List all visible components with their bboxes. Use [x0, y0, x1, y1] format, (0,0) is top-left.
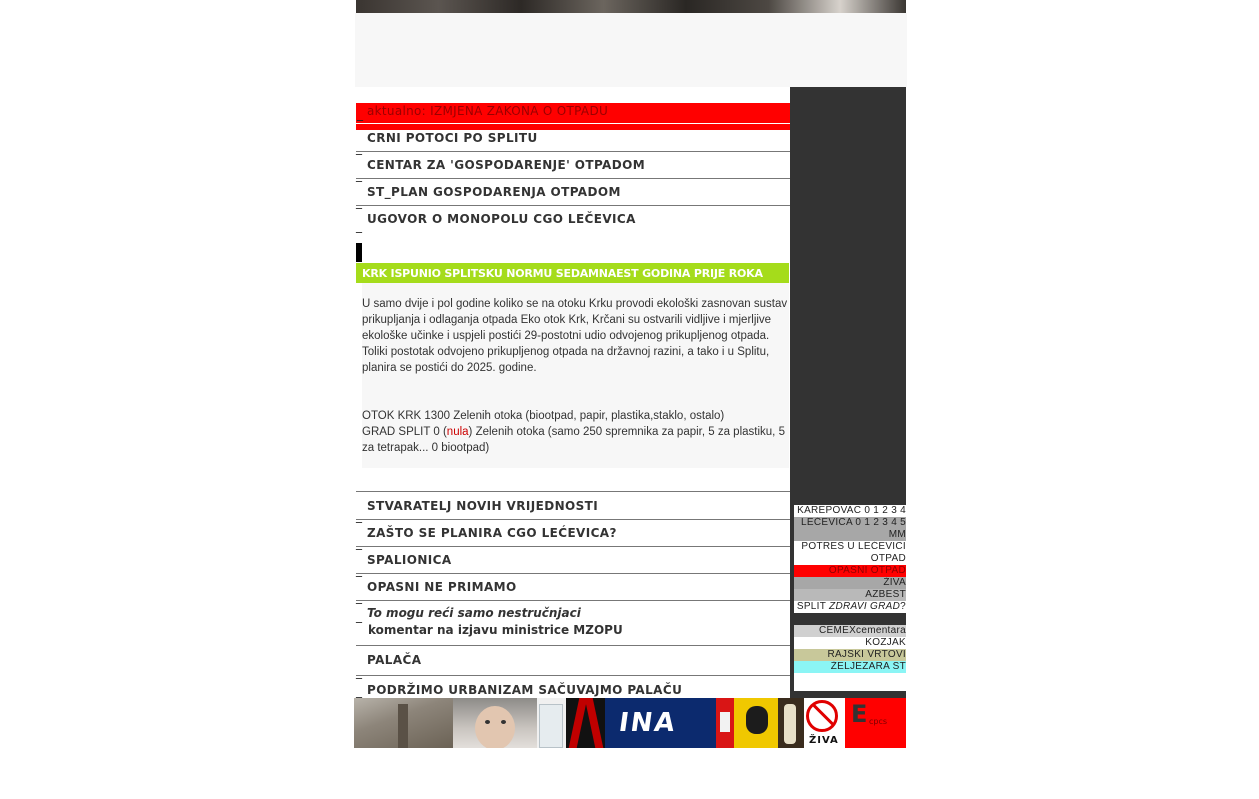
nav-item-nestrucnjaci[interactable]: [356, 601, 790, 646]
nav-item-centar[interactable]: [356, 152, 790, 182]
news-stats-nula: nula: [446, 426, 469, 438]
side-link-lecevica[interactable]: LEĆEVICA 0 1 2 3 4 5: [794, 517, 906, 529]
nav-item-urbanizam[interactable]: [356, 676, 790, 698]
nav-item-spalionica[interactable]: [356, 547, 790, 577]
nav-dash: _: [356, 141, 362, 155]
nav-dash: _: [356, 590, 362, 604]
baby-face-shape: [475, 706, 515, 748]
bottom-thumbnail-strip: [354, 698, 906, 748]
thumb-package[interactable]: [537, 698, 566, 748]
package-shape: [539, 704, 563, 748]
bulb-glow: [784, 704, 796, 744]
side-link-potres[interactable]: POTRES U LEĆEVICI: [794, 541, 906, 553]
side-link-split-zdravi-grad[interactable]: [794, 601, 906, 613]
side-link-ziva[interactable]: ŽIVA: [794, 577, 906, 589]
nav-dash: _: [356, 219, 362, 233]
baby-eye: [485, 720, 490, 724]
side-link-zeljezara[interactable]: ŽELJEZARA ST: [794, 661, 906, 673]
aktualno-dash: _: [357, 107, 363, 121]
news-stats-split-a: GRAD SPLIT 0 (: [362, 426, 447, 438]
news-body: [362, 283, 789, 468]
side-link-kozjak[interactable]: KOZJAK: [794, 637, 906, 649]
nav-label: CRNI POTOCI PO SPLITU: [367, 131, 538, 145]
side-link-karepovac[interactable]: KAREPOVAC 0 1 2 3 4: [794, 505, 906, 517]
thumb-red-stripes[interactable]: [566, 698, 605, 748]
nav-dash: _: [356, 195, 362, 209]
nav-item-zasto[interactable]: [356, 520, 790, 550]
aktualno-link[interactable]: [356, 103, 790, 130]
nav-label: OPASNI NE PRIMAMO: [367, 580, 517, 594]
section-marker: [356, 243, 362, 262]
nav-label: CENTAR ZA 'GOSPODARENJE' OTPADOM: [367, 158, 646, 172]
ziva-label: ŽIVA: [809, 735, 839, 746]
gas-mask-icon: [746, 706, 768, 734]
nav-dash: _: [356, 536, 362, 550]
nav-dash: _: [356, 684, 362, 698]
news-stats-krk: OTOK KRK 1300 Zelenih otoka (biootpad, papir, plastika,staklo, ostalo): [362, 410, 725, 422]
e-logo-small: cpcs: [869, 717, 888, 726]
thumb-ziva-sign[interactable]: [804, 698, 845, 748]
side-link-cemex[interactable]: CEMEXcementara: [794, 625, 906, 637]
side-link-blank: [794, 673, 906, 691]
ina-logo-text: INA: [616, 708, 679, 738]
news-headline: KRK ISPUNIO SPLITSKU NORMU SEDAMNAEST GODINA PRIJE ROKA: [362, 267, 763, 280]
aktualno-label: aktualno: IZMJENA ZAKONA O OTPADU: [367, 104, 609, 118]
nav-item-ugovor[interactable]: [356, 206, 790, 233]
news-stats-split-b: ) Zelenih otoka (samo 250 spremnika za papir, 5 za plastiku, 5 za tetrapak... 0 biootpad): [362, 426, 785, 454]
thumb-red-can[interactable]: [716, 698, 734, 748]
nav-label: PODRŽIMO URBANIZAM SAČUVAJMO PALAČU: [367, 683, 683, 697]
side-links: [794, 505, 906, 691]
can-band: [720, 712, 730, 732]
nav-label-italic: To mogu reći samo nestručnjaci: [367, 606, 581, 620]
nav-label: STVARATELJ NOVIH VRIJEDNOSTI: [367, 499, 599, 513]
thumb-e-logo[interactable]: [845, 698, 906, 748]
news-paragraph: U samo dvije i pol godine koliko se na otoku Krku provodi ekološki zasnovan sustav prikupljanja i odlaganja otpada Eko otok Krk, Krčani su ostvarili vidljive i mjerljive ekološke učinke i uspjeli postići 29-postotni udio odvojenog prikupljenog otpada. Toliki postotak odvojeno prikupljenog otpada na državnoj razini, a tako i u Splitu, planira se postići do 2025. godine.: [362, 298, 788, 374]
nav-dash: _: [356, 563, 362, 577]
red-stripe: [569, 698, 588, 748]
nav-label: ZAŠTO SE PLANIRA CGO LEĆEVICA?: [367, 526, 617, 540]
nav-item-crni-potoci[interactable]: [356, 130, 790, 155]
side-link-opasni-otpad[interactable]: OPASNI OTPAD: [794, 565, 906, 577]
side-link-mm[interactable]: MM: [794, 529, 906, 541]
nav-dash: _: [356, 168, 362, 182]
side-gap: [794, 613, 906, 625]
nav-dash: _: [356, 609, 362, 623]
nav-label: UGOVOR O MONOPOLU CGO LEČEVICA: [367, 212, 636, 226]
baby-eye: [501, 720, 506, 724]
nav-item-opasni[interactable]: [356, 574, 790, 604]
header-photo-strip: [356, 0, 906, 13]
side-link-azbest[interactable]: AZBEST: [794, 589, 906, 601]
thumb-ina[interactable]: [605, 698, 716, 748]
nav-item-stvaratelj[interactable]: [356, 491, 790, 523]
nav-sublabel: komentar na izjavu ministrice MZOPU: [368, 623, 623, 637]
nav-item-st-plan[interactable]: [356, 179, 790, 209]
banner-area: [355, 13, 907, 87]
tower-shape: [398, 704, 408, 748]
thumb-bell-tower[interactable]: [354, 698, 453, 748]
red-stripe: [585, 698, 604, 748]
nav-dash: _: [356, 509, 362, 523]
news-headline-bar[interactable]: [356, 263, 789, 283]
news-stats: [362, 408, 789, 456]
thumb-baby[interactable]: [453, 698, 537, 748]
side-link-otpad[interactable]: OTPAD: [794, 553, 906, 565]
nav-dash: _: [356, 665, 362, 679]
nav-label: PALAČA: [367, 653, 422, 667]
main-column: [356, 87, 790, 698]
nav-item-palaca[interactable]: [356, 646, 790, 679]
side-link-rajski-vrtovi[interactable]: RAJSKI VRTOVI: [794, 649, 906, 661]
side-link-split-italic: ZDRAVI GRAD: [829, 601, 901, 612]
aktualno-rule: [356, 123, 790, 124]
thumb-gas-mask[interactable]: [734, 698, 778, 748]
e-logo-letter: E: [851, 700, 868, 728]
side-link-split-a: SPLIT: [796, 601, 830, 612]
side-link-split-b: ?: [900, 601, 906, 612]
nav-label: ST_PLAN GOSPODARENJA OTPADOM: [367, 185, 621, 199]
thumb-bulb[interactable]: [778, 698, 804, 748]
nav-label: SPALIONICA: [367, 553, 452, 567]
